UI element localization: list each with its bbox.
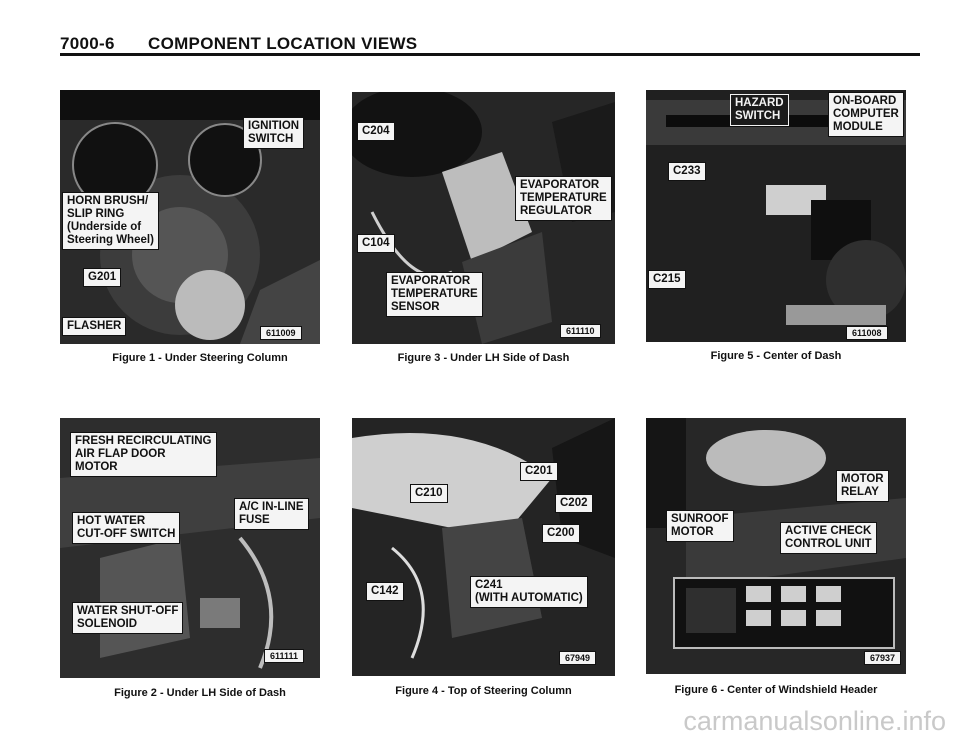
callout-c215: C215 [648, 270, 686, 289]
figure-5-id: 611008 [846, 326, 888, 340]
figure-3-photo [352, 92, 615, 344]
figure-6-caption: Figure 6 - Center of Windshield Header [674, 684, 878, 696]
callout-evap-temp-regulator: EVAPORATOR TEMPERATURE REGULATOR [515, 176, 612, 221]
callout-c200: C200 [542, 524, 580, 543]
callout-c142: C142 [366, 582, 404, 601]
callout-hot-water-switch: HOT WATER CUT-OFF SWITCH [72, 512, 180, 544]
header-rule [60, 53, 920, 56]
figure-2-id: 611111 [264, 649, 304, 663]
callout-c204: C204 [357, 122, 395, 141]
figure-3-id: 611110 [560, 324, 601, 338]
callout-active-check-control: ACTIVE CHECK CONTROL UNIT [780, 522, 877, 554]
figure-2-photo [60, 418, 320, 678]
figure-4-photo-art [352, 418, 615, 676]
figure-6-photo [646, 418, 906, 674]
figure-5-caption: Figure 5 - Center of Dash [710, 350, 842, 362]
callout-fresh-air-flap-motor: FRESH RECIRCULATING AIR FLAP DOOR MOTOR [70, 432, 217, 477]
figure-4-caption: Figure 4 - Top of Steering Column [395, 685, 572, 697]
callout-ac-inline-fuse: A/C IN-LINE FUSE [234, 498, 309, 530]
callout-c233: C233 [668, 162, 706, 181]
callout-evap-temp-sensor: EVAPORATOR TEMPERATURE SENSOR [386, 272, 483, 317]
figure-2-caption: Figure 2 - Under LH Side of Dash [114, 687, 286, 699]
callout-g201: G201 [83, 268, 121, 287]
figure-5-photo [646, 90, 906, 342]
callout-c201: C201 [520, 462, 558, 481]
page-number: 7000-6 [60, 34, 115, 53]
figure-3-caption: Figure 3 - Under LH Side of Dash [397, 352, 570, 364]
section-title: COMPONENT LOCATION VIEWS [148, 34, 418, 53]
callout-c241: C241 (WITH AUTOMATIC) [470, 576, 588, 608]
callout-flasher: FLASHER [62, 317, 126, 336]
figure-1-caption: Figure 1 - Under Steering Column [112, 352, 288, 364]
callout-on-board-computer: ON-BOARD COMPUTER MODULE [828, 92, 904, 137]
callout-horn-brush: HORN BRUSH/ SLIP RING (Underside of Steering Wheel) [62, 192, 159, 250]
callout-c202: C202 [555, 494, 593, 513]
figure-1-id: 611009 [260, 326, 302, 340]
callout-ignition-switch: IGNITION SWITCH [243, 117, 304, 149]
page-header [60, 30, 920, 54]
callout-hazard-switch: HAZARD SWITCH [730, 94, 789, 126]
figure-1-photo [60, 90, 320, 344]
callout-motor-relay: MOTOR RELAY [836, 470, 889, 502]
figure-6-id: 67937 [864, 651, 901, 665]
callout-c210: C210 [410, 484, 448, 503]
watermark: carmanualsonline.info [683, 706, 946, 736]
figure-4-id: 67949 [559, 651, 596, 665]
figure-4-photo [352, 418, 615, 676]
callout-sunroof-motor: SUNROOF MOTOR [666, 510, 734, 542]
callout-water-shutoff-solenoid: WATER SHUT-OFF SOLENOID [72, 602, 183, 634]
callout-c104: C104 [357, 234, 395, 253]
